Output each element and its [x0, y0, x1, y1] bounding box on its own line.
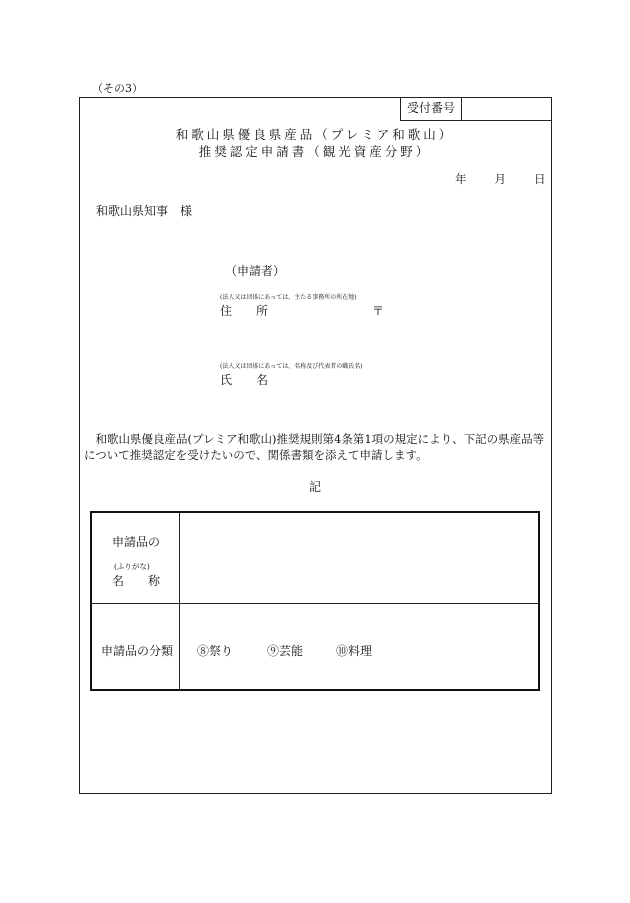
table-divider-horizontal	[92, 603, 538, 604]
form-number: （その3）	[92, 82, 143, 95]
postal-mark: 〒	[372, 304, 385, 318]
addressee: 和歌山県知事 様	[96, 204, 193, 218]
address-label: 住 所	[220, 304, 269, 318]
address-note: (法人又は団体にあっては、主たる事務所の所在地)	[220, 294, 357, 301]
application-statement: 和歌山県優良産品(プレミア和歌山)推奨規則第4条第1項の規定により、下記の県産品等について推奨認定を受けたいので、関係書類を添えて申請します。	[84, 432, 545, 462]
category-performing-arts[interactable]: ⑨芸能	[267, 644, 304, 658]
product-name-label: 名 称	[112, 574, 161, 588]
ki-heading: 記	[308, 480, 321, 494]
date-day: 日	[534, 172, 546, 186]
name-label: 氏 名	[220, 373, 269, 387]
applicant-heading: （申請者）	[225, 264, 286, 278]
date-month: 月	[494, 172, 506, 186]
category-label: 申請品の分類	[101, 644, 174, 658]
receipt-number-box	[400, 97, 552, 121]
date-line	[455, 171, 546, 187]
furigana-label: (ふりがな)	[114, 562, 150, 571]
application-table	[90, 511, 540, 691]
product-label: 申請品の	[112, 535, 161, 549]
product-name-field[interactable]	[196, 533, 526, 591]
category-cuisine[interactable]: ⑩料理	[336, 644, 373, 658]
receipt-number-label: 受付番号	[401, 97, 462, 120]
name-note: (法人又は団体にあっては、名称及び代表者の職氏名)	[220, 363, 363, 370]
table-divider-vertical	[179, 513, 180, 689]
title-line-1: 和歌山県優良県産品（プレミア和歌山）	[175, 127, 455, 142]
category-festival[interactable]: ⑧祭り	[197, 644, 234, 658]
title-line-2: 推奨認定申請書（観光資産分野）	[198, 144, 432, 159]
date-year: 年	[455, 172, 467, 186]
